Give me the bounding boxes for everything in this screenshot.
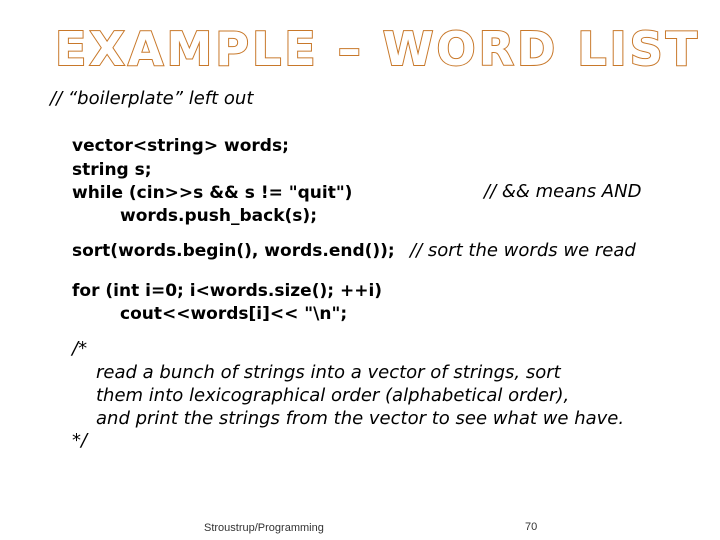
block-comment-open: /* [72,338,88,359]
page-number: 70 [525,521,538,533]
block-comment-line-1: read a bunch of strings into a vector of strings, sort [96,362,561,383]
intro-comment: // “boilerplate” left out [50,88,254,109]
slide-title: EXAMPLE – WORD LIST [55,22,701,76]
block-comment-close: */ [72,430,88,451]
code-line-for: for (int i=0; i<words.size(); ++i) [72,281,383,301]
block-comment-line-3: and print the strings from the vector to see what we have. [96,408,625,429]
code-line-while: while (cin>>s && s != "quit") [72,183,353,203]
code-line-sort: sort(words.begin(), words.end()); [72,241,395,261]
code-line-string: string s; [72,160,152,180]
block-comment-line-2: them into lexicographical order (alphabetical order), [96,385,570,406]
code-line-vector: vector<string> words; [72,136,289,156]
sort-comment: // sort the words we read [410,240,636,261]
code-line-push-back: words.push_back(s); [120,206,317,226]
and-comment: // && means AND [484,181,642,202]
code-line-cout: cout<<words[i]<< "\n"; [120,304,348,324]
footer-credit: Stroustrup/Programming [204,522,324,534]
